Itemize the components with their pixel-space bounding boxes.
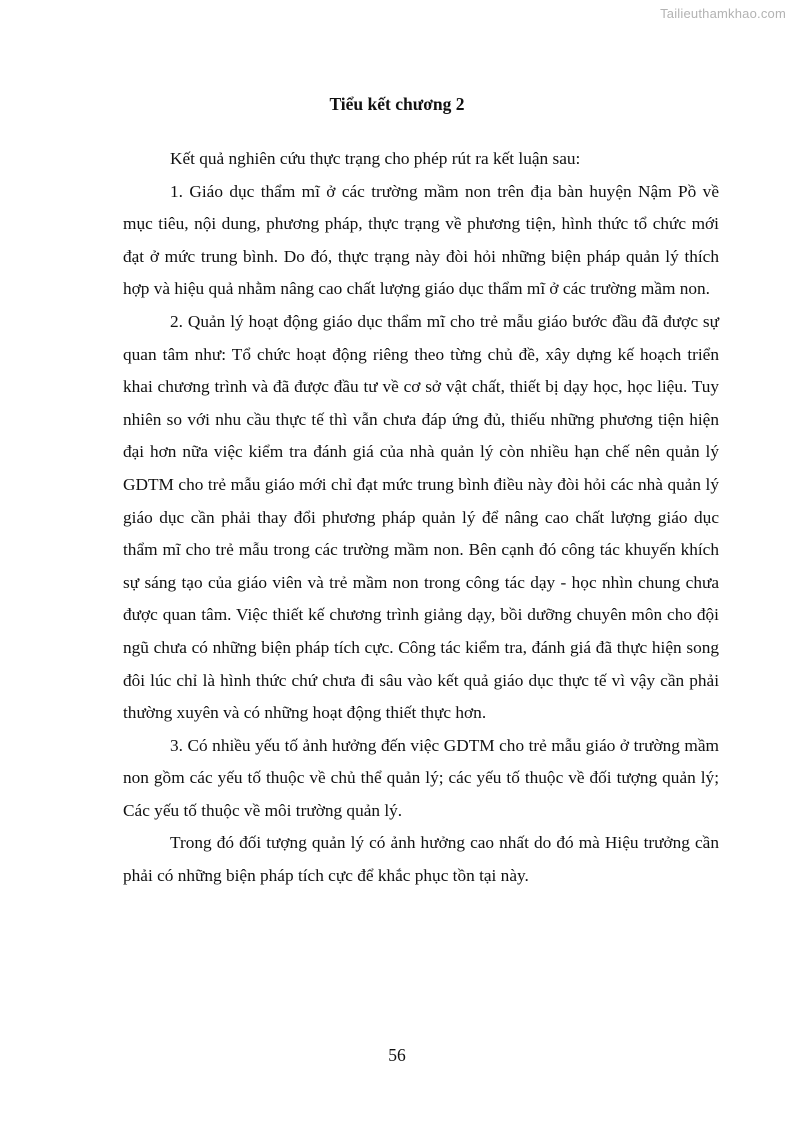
paragraph-closing: Trong đó đối tượng quản lý có ảnh hưởng cao nhất do đó mà Hiệu trưởng cần phải có những biện pháp tích cực để khắc phục tồn tại này. bbox=[123, 833, 719, 886]
paragraph-conclusion-1: 1. Giáo dục thẩm mĩ ở các trường mầm non trên địa bàn huyện Nậm Pồ về mục tiêu, nội dung, phương pháp, thực trạng về phương tiện, hình thức tổ chức mới đạt ở mức trung bình. Do đó, thực trạng này đòi hỏi những biện pháp quản lý thích hợp và hiệu quả nhằm nâng cao chất lượng giáo dục thẩm mĩ ở các trường mầm non. bbox=[123, 181, 719, 299]
section-heading: Tiểu kết chương 2 bbox=[329, 94, 465, 114]
paragraph-conclusion-2: 2. Quản lý hoạt động giáo dục thẩm mĩ cho trẻ mẫu giáo bước đầu đã được sự quan tâm như: Tổ chức hoạt động riêng theo từng chủ đề, xây dựng kế hoạch triển khai chương trình và đã được đầu tư về cơ sở vật chất, thiết bị dạy học, học liệu. Tuy nhiên so với nhu cầu thực tế thì vẫn chưa đáp ứng đủ, thiếu những phương tiện hiện đại hơn nữa việc kiểm tra đánh giá của nhà quản lý còn nhiều hạn chế nên quản lý GDTM cho trẻ mẫu giáo mới chỉ đạt mức trung bình điều này đòi hỏi các nhà quản lý giáo dục cần phải thay đổi phương pháp quản lý để nâng cao chất lượng giáo dục thẩm mĩ cho trẻ mẫu trong các trường mầm non. Bên cạnh đó công tác khuyến khích sự sáng tạo của giáo viên và trẻ mầm non trong công tác dạy - học nhìn chung chưa được quan tâm. Việc thiết kế chương trình giảng dạy, bồi dưỡng chuyên môn cho đội ngũ chưa có những biện pháp tích cực. Công tác kiểm tra, đánh giá đã thực hiện song đôi lúc chỉ là hình thức chứ chưa đi sâu vào kết quả giáo dục thực tế vì vậy cần phải thường xuyên và có những hoạt động thiết thực hơn. bbox=[123, 311, 719, 723]
paragraph-conclusion-3: 3. Có nhiều yếu tố ảnh hưởng đến việc GDTM cho trẻ mẫu giáo ở trường mầm non gồm các yếu tố thuộc về chủ thể quản lý; các yếu tố thuộc về đối tượng quản lý; Các yếu tố thuộc về môi trường quản lý. bbox=[123, 735, 719, 820]
paragraph-intro: Kết quả nghiên cứu thực trạng cho phép rút ra kết luận sau: bbox=[170, 149, 581, 168]
body-text bbox=[123, 143, 719, 893]
watermark: Tailieuthamkhao.com bbox=[660, 6, 786, 21]
page-number: 56 bbox=[388, 1045, 406, 1065]
